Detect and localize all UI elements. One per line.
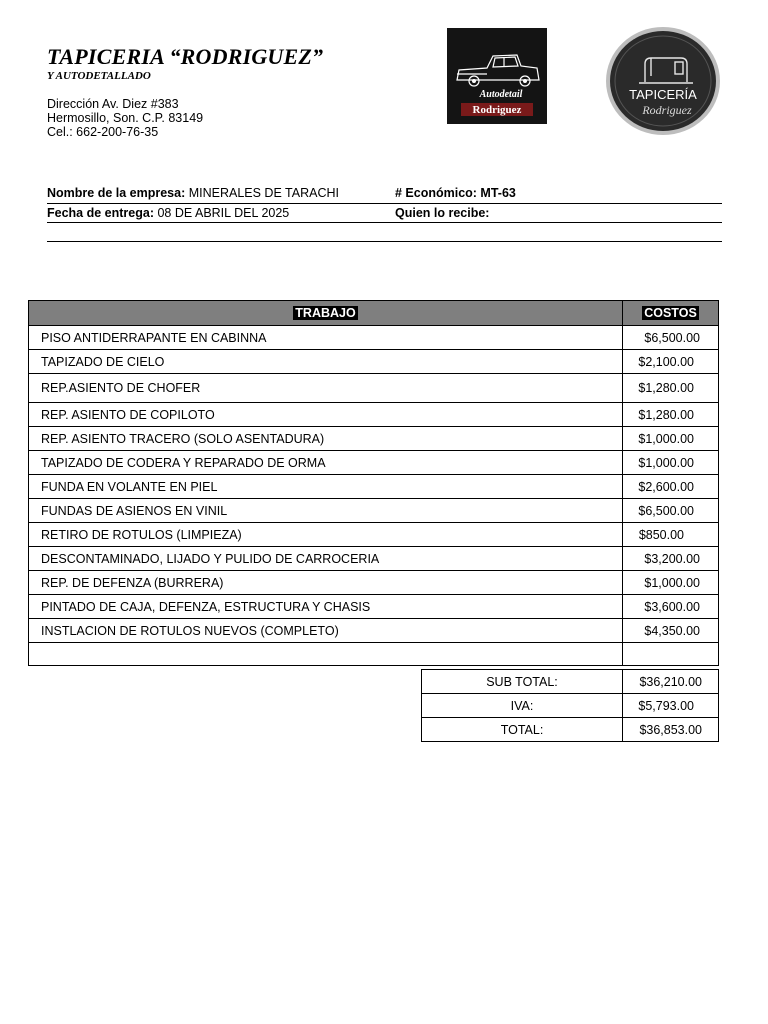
company-label: Nombre de la empresa: <box>47 186 186 200</box>
table-row <box>29 427 719 451</box>
company-title: TAPICERIA “RODRIGUEZ” <box>47 44 324 69</box>
date-label: Fecha de entrega: <box>47 206 154 220</box>
cost-cell: $1,280.00 <box>623 374 719 403</box>
work-cell: DESCONTAMINADO, LIJADO Y PULIDO DE CARROCERIA <box>29 547 623 571</box>
table-row <box>29 475 719 499</box>
table-row <box>29 374 719 403</box>
receiver-label: Quien lo recibe: <box>395 206 490 220</box>
pickup-truck-icon <box>447 28 547 124</box>
table-row <box>29 523 719 547</box>
table-row <box>29 643 719 666</box>
table-row <box>29 499 719 523</box>
table-row <box>29 350 719 374</box>
iva-row <box>422 694 719 718</box>
receiver-field <box>395 206 489 220</box>
table-row <box>29 451 719 475</box>
address-line-2: Hermosillo, Son. C.P. 83149 <box>47 111 204 125</box>
cost-cell: $1,280.00 <box>623 403 719 427</box>
cost-cell: $2,100.00 <box>623 350 719 374</box>
date-field <box>47 206 289 220</box>
work-cell: REP.ASIENTO DE CHOFER <box>29 374 623 403</box>
address-line-1: Dirección Av. Diez #383 <box>47 97 179 111</box>
cost-cell: $3,200.00 <box>623 547 719 571</box>
work-cell: FUNDAS DE ASIENOS EN VINIL <box>29 499 623 523</box>
work-cell: REP. ASIENTO TRACERO (SOLO ASENTADURA) <box>29 427 623 451</box>
work-table-body <box>29 326 719 666</box>
table-row <box>29 547 719 571</box>
cost-cell: $1,000.00 <box>623 451 719 475</box>
iva-label: IVA: <box>422 694 623 718</box>
work-table <box>28 300 719 666</box>
work-cell: TAPIZADO DE CIELO <box>29 350 623 374</box>
company-subtitle: Y AUTODETALLADO <box>47 70 151 82</box>
divider-2 <box>47 222 722 223</box>
autodetail-script-text: Autodetail <box>479 89 523 100</box>
work-cell: PINTADO DE CAJA, DEFENZA, ESTRUCTURA Y CHASIS <box>29 595 623 619</box>
divider-1 <box>47 203 722 204</box>
table-row <box>29 571 719 595</box>
divider-3 <box>47 241 722 242</box>
table-row <box>29 403 719 427</box>
cost-cell: $850.00 <box>623 523 719 547</box>
col-header-work: TRABAJO <box>29 301 623 326</box>
cost-cell: $2,600.00 <box>623 475 719 499</box>
date-value: 08 DE ABRIL DEL 2025 <box>153 206 290 220</box>
work-cell <box>29 643 623 666</box>
phone-number: Cel.: 662-200-76-35 <box>47 125 159 139</box>
sewing-machine-icon <box>605 26 721 136</box>
cost-cell <box>623 643 719 666</box>
work-cell: PISO ANTIDERRAPANTE EN CABINNA <box>29 326 623 350</box>
cost-cell: $1,000.00 <box>623 571 719 595</box>
totals-table <box>421 669 719 742</box>
work-cell: RETIRO DE ROTULOS (LIMPIEZA) <box>29 523 623 547</box>
iva-value: $5,793.00 <box>623 694 719 718</box>
company-field <box>47 186 339 200</box>
company-value: MINERALES DE TARACHI <box>185 186 339 200</box>
tapiceria-logo <box>605 26 721 136</box>
table-row <box>29 619 719 643</box>
table-row <box>29 326 719 350</box>
cost-cell: $1,000.00 <box>623 427 719 451</box>
table-row <box>29 595 719 619</box>
work-cell: FUNDA EN VOLANTE EN PIEL <box>29 475 623 499</box>
col-header-cost: COSTOS <box>623 301 719 326</box>
cost-cell: $6,500.00 <box>623 326 719 350</box>
table-header-row <box>29 301 719 326</box>
economic-label: # Económico: MT-63 <box>395 186 516 200</box>
tapiceria-script-text: Rodriguez <box>642 103 692 117</box>
work-cell: TAPIZADO DE CODERA Y REPARADO DE ORMA <box>29 451 623 475</box>
subtotal-row <box>422 670 719 694</box>
subtotal-value: $36,210.00 <box>623 670 719 694</box>
economic-number-field <box>395 186 516 200</box>
tapiceria-word-text: TAPICERÍA <box>629 87 697 102</box>
cost-cell: $4,350.00 <box>623 619 719 643</box>
autodetail-logo <box>447 28 547 124</box>
total-label: TOTAL: <box>422 718 623 742</box>
work-cell: INSTLACION DE ROTULOS NUEVOS (COMPLETO) <box>29 619 623 643</box>
total-value: $36,853.00 <box>623 718 719 742</box>
work-cell: REP. DE DEFENZA (BURRERA) <box>29 571 623 595</box>
total-row <box>422 718 719 742</box>
cost-cell: $6,500.00 <box>623 499 719 523</box>
subtotal-label: SUB TOTAL: <box>422 670 623 694</box>
work-cell: REP. ASIENTO DE COPILOTO <box>29 403 623 427</box>
cost-cell: $3,600.00 <box>623 595 719 619</box>
autodetail-name-text: Rodriguez <box>472 104 522 116</box>
